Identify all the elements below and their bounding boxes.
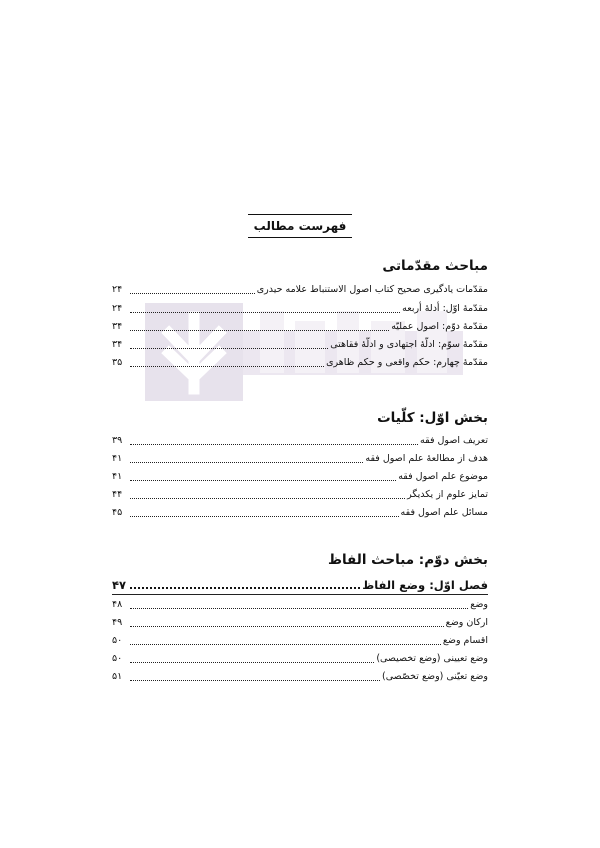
leader-dots bbox=[130, 515, 399, 517]
leader-dots bbox=[130, 365, 324, 367]
toc-entry[interactable] bbox=[112, 486, 488, 502]
toc-entry-page: ۴۱ bbox=[112, 453, 123, 464]
toc-entry-label: وضع bbox=[470, 599, 488, 610]
toc-entry-page: ۴۱ bbox=[112, 471, 123, 482]
toc-entry-page: ۵۰ bbox=[112, 653, 123, 664]
toc-entry-label: مقدّمهٔ دوّم: اصول عملیّه bbox=[391, 321, 488, 332]
toc-entry-page: ۳۴ bbox=[112, 321, 123, 332]
toc-entry-page: ۲۴ bbox=[112, 284, 123, 295]
toc-chapter-entry[interactable] bbox=[112, 574, 488, 592]
toc-entry-label: مقدّمات یادگیری صحیح کتاب اصول الاستنباط علامه حیدری bbox=[256, 284, 488, 295]
toc-entry-label: مقدّمهٔ سوّم: ادلّهٔ اجتهادی و ادلّهٔ فقاهتی bbox=[330, 339, 488, 350]
leader-dots bbox=[130, 311, 400, 313]
toc-entry[interactable] bbox=[112, 300, 488, 316]
toc-entry-page: ۴۹ bbox=[112, 617, 123, 628]
toc-entry-page: ۵۰ bbox=[112, 635, 123, 646]
toc-heading: فهرست مطالب bbox=[248, 214, 352, 238]
toc-entry-page: ۳۹ bbox=[112, 435, 123, 446]
toc-entry-page: ۲۴ bbox=[112, 303, 123, 314]
toc-entry-label: هدف از مطالعهٔ علم اصول فقه bbox=[365, 453, 488, 464]
toc-entry-label: مسائل علم اصول فقه bbox=[400, 507, 488, 518]
toc-entry-page: ۴۸ bbox=[112, 599, 123, 610]
leader-dots bbox=[130, 479, 396, 481]
toc-entry[interactable] bbox=[112, 354, 488, 370]
section-title-verbal-topics: بخش دوّم: مباحث الفاظ bbox=[327, 552, 488, 568]
toc-entry[interactable] bbox=[112, 650, 488, 666]
toc-entry-label: مقدّمهٔ چهارم: حکم واقعی و حکم ظاهری bbox=[326, 357, 488, 368]
toc-entry[interactable] bbox=[112, 450, 488, 466]
toc-entry-page: ۴۴ bbox=[112, 489, 123, 500]
toc-entry[interactable] bbox=[112, 318, 488, 334]
leader-dots bbox=[130, 607, 468, 609]
toc-entry-label: مقدّمهٔ اوّل: أدلهٔ أربعه bbox=[402, 303, 488, 314]
toc-entry[interactable] bbox=[112, 432, 488, 448]
toc-entry[interactable] bbox=[112, 632, 488, 648]
section-title-introductory: مباحث مقدّماتی bbox=[382, 258, 488, 274]
toc-entry[interactable] bbox=[112, 468, 488, 484]
leader-dots bbox=[130, 329, 389, 331]
section-title-generalities: بخش اوّل: کلّیات bbox=[377, 410, 488, 426]
toc-entry-page: ۳۵ bbox=[112, 357, 123, 368]
toc-entry-page: ۳۴ bbox=[112, 339, 123, 350]
toc-entry-label: وضع تعیّنی (وضع تخصّصی) bbox=[382, 671, 488, 682]
toc-chapter-label: فصل اوّل: وضع الفاظ bbox=[362, 578, 488, 592]
toc-entry[interactable] bbox=[112, 668, 488, 684]
leader-dots bbox=[130, 443, 418, 445]
leader-dots bbox=[130, 586, 360, 589]
toc-entry-label: موضوع علم اصول فقه bbox=[398, 471, 488, 482]
leader-dots bbox=[130, 625, 444, 627]
toc-entry-label: وضع تعیینی (وضع تخصیصی) bbox=[376, 653, 488, 664]
toc-entry-label: ارکان وضع bbox=[445, 617, 488, 628]
toc-entry[interactable] bbox=[112, 596, 488, 612]
toc-chapter-page: ۴۷ bbox=[112, 578, 127, 592]
toc-entry-label: تمایز علوم از یکدیگر bbox=[407, 489, 488, 500]
toc-entry[interactable] bbox=[112, 614, 488, 630]
toc-entry-label: اقسام وضع bbox=[442, 635, 488, 646]
toc-entry-page: ۴۵ bbox=[112, 507, 123, 518]
toc-entry-page: ۵۱ bbox=[112, 671, 123, 682]
toc-entry-label: تعریف اصول فقه bbox=[420, 435, 488, 446]
chapter-divider bbox=[112, 594, 488, 595]
toc-entry[interactable] bbox=[112, 336, 488, 352]
toc-entry[interactable] bbox=[112, 281, 488, 297]
leader-dots bbox=[130, 679, 380, 681]
leader-dots bbox=[130, 292, 255, 294]
leader-dots bbox=[130, 643, 441, 645]
leader-dots bbox=[130, 661, 374, 663]
leader-dots bbox=[130, 347, 328, 349]
leader-dots bbox=[130, 497, 405, 499]
leader-dots bbox=[130, 461, 363, 463]
toc-entry[interactable] bbox=[112, 504, 488, 520]
